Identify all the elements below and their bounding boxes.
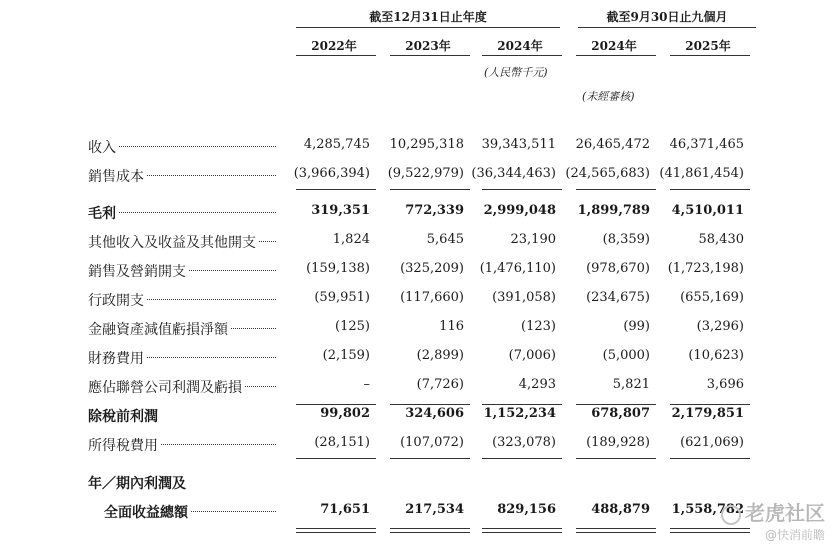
value-cell: 2,999,048 — [483, 203, 556, 218]
value-cell: 324,606 — [405, 406, 464, 421]
table-row — [0, 348, 839, 372]
year-header-2025-9m: 2025年 — [685, 39, 731, 53]
value-cell: 4,285,745 — [303, 137, 370, 152]
value-cell: 23,190 — [510, 232, 556, 247]
row-label-cell — [88, 261, 278, 281]
row-label-cell — [104, 502, 294, 522]
watermark — [721, 497, 825, 543]
year-header-2024: 2024年 — [497, 39, 543, 53]
table-row — [0, 435, 839, 459]
row-label-cell — [88, 203, 278, 223]
value-cell: 4,293 — [518, 377, 556, 392]
row-label-cell — [88, 348, 278, 368]
row-label: 毛利 — [88, 206, 116, 222]
table-row — [0, 377, 839, 401]
value-cell: 678,807 — [591, 406, 650, 421]
value-cell: (59,951) — [314, 290, 370, 305]
subtotal-rule-tax — [296, 458, 376, 459]
value-cell: 99,802 — [320, 406, 370, 421]
year-header-2024-9m: 2024年 — [591, 39, 637, 53]
row-label: 所得稅費用 — [88, 438, 158, 454]
row-label-cell — [88, 290, 278, 310]
value-cell: (107,072) — [400, 435, 464, 450]
value-cell: (2,899) — [416, 348, 464, 363]
value-cell: (125) — [335, 319, 370, 334]
row-label-cell — [88, 435, 278, 455]
value-cell: (7,726) — [416, 377, 464, 392]
value-cell: 39,343,511 — [481, 137, 556, 152]
value-cell: 5,645 — [426, 232, 464, 247]
table-row — [0, 203, 839, 227]
row-label: 金融資產減值虧損淨額 — [88, 322, 228, 338]
value-cell: (3,966,394) — [293, 166, 370, 181]
header-group-annual: 截至12月31日止年度 — [369, 10, 487, 24]
value-cell: (36,344,463) — [471, 166, 556, 181]
value-cell: 829,156 — [497, 502, 556, 517]
value-cell: (234,675) — [586, 290, 650, 305]
value-cell: (41,861,454) — [659, 166, 744, 181]
value-cell: (1,476,110) — [479, 261, 556, 276]
total-double-rule — [296, 528, 376, 533]
value-cell: 772,339 — [405, 203, 464, 218]
row-label: 銷售及營銷開支 — [88, 264, 186, 280]
table-row — [0, 290, 839, 314]
year-header-2022: 2022年 — [311, 39, 357, 53]
table-row — [0, 166, 839, 190]
value-cell: (24,565,683) — [565, 166, 650, 181]
subtotal-rule-pretax — [296, 404, 376, 405]
currency-note: (人民幣千元) — [484, 66, 548, 79]
value-cell: (978,670) — [586, 261, 650, 276]
value-cell: (189,928) — [586, 435, 650, 450]
unaudited-note: (未經審核) — [582, 90, 635, 103]
row-label: 其他收入及收益及其他開支 — [88, 235, 256, 251]
value-cell: (159,138) — [306, 261, 370, 276]
value-cell: (391,058) — [492, 290, 556, 305]
header-group-nine-months: 截至9月30日止九個月 — [606, 10, 728, 24]
row-label: 除稅前利潤 — [88, 409, 158, 425]
value-cell: 3,696 — [706, 377, 744, 392]
value-cell: (2,159) — [322, 348, 370, 363]
row-label-cell — [88, 137, 278, 157]
value-cell: 10,295,318 — [389, 137, 464, 152]
table-row — [0, 319, 839, 343]
value-cell: 1,152,234 — [483, 406, 556, 421]
value-cell: 71,651 — [320, 502, 370, 517]
value-cell: 488,879 — [591, 502, 650, 517]
row-label: 銷售成本 — [88, 169, 144, 185]
value-cell: (99) — [623, 319, 650, 334]
table-row — [0, 261, 839, 285]
row-label-cell — [88, 166, 278, 186]
row-label-cell — [88, 377, 278, 397]
tiger-logo-icon — [721, 505, 741, 525]
value-cell: 5,821 — [612, 377, 650, 392]
row-label: 應佔聯營公司利潤及虧損 — [88, 380, 242, 396]
value-cell: 2,179,851 — [671, 406, 744, 421]
row-label-cell — [88, 473, 278, 493]
table-row — [0, 137, 839, 161]
value-cell: 1,558,782 — [671, 502, 744, 517]
table-row — [0, 232, 839, 256]
value-cell: 217,534 — [405, 502, 464, 517]
row-label: 全面收益總額 — [104, 505, 188, 521]
row-label: 收入 — [88, 140, 116, 156]
value-cell: 116 — [439, 319, 464, 334]
watermark-brand: 老虎社区 — [721, 497, 825, 526]
value-cell: (655,169) — [680, 290, 744, 305]
row-label-cell — [88, 319, 278, 339]
value-cell: (323,078) — [492, 435, 556, 450]
row-label: 財務費用 — [88, 351, 144, 367]
value-cell: 4,510,011 — [671, 203, 744, 218]
value-cell: 1,899,789 — [577, 203, 650, 218]
watermark-author: @快消前瞻 — [764, 528, 825, 542]
value-cell: (123) — [521, 319, 556, 334]
value-cell: (3,296) — [696, 319, 744, 334]
row-label: 行政開支 — [88, 293, 144, 309]
header-group-nine-months-rule — [578, 27, 756, 28]
table-row — [0, 406, 839, 430]
value-cell: (5,000) — [602, 348, 650, 363]
value-cell: 1,824 — [332, 232, 370, 247]
value-cell: (7,006) — [508, 348, 556, 363]
row-label-cell — [88, 406, 278, 426]
value-cell: – — [363, 377, 370, 392]
table-row — [0, 473, 839, 497]
table-row — [0, 502, 839, 526]
value-cell: (10,623) — [688, 348, 744, 363]
header-group-annual-rule — [296, 27, 560, 28]
value-cell: (8,359) — [602, 232, 650, 247]
row-label: 年／期內利潤及 — [88, 476, 186, 492]
subtotal-rule-cost — [296, 189, 376, 190]
value-cell: (9,522,979) — [387, 166, 464, 181]
value-cell: (1,723,198) — [667, 261, 744, 276]
value-cell: 58,430 — [698, 232, 744, 247]
value-cell: 26,465,472 — [575, 137, 650, 152]
value-cell: (621,069) — [680, 435, 744, 450]
value-cell: 319,351 — [311, 203, 370, 218]
row-label-cell — [88, 232, 278, 252]
value-cell: (325,209) — [400, 261, 464, 276]
value-cell: (28,151) — [314, 435, 370, 450]
value-cell: (117,660) — [400, 290, 464, 305]
year-header-2023: 2023年 — [405, 39, 451, 53]
value-cell: 46,371,465 — [669, 137, 744, 152]
